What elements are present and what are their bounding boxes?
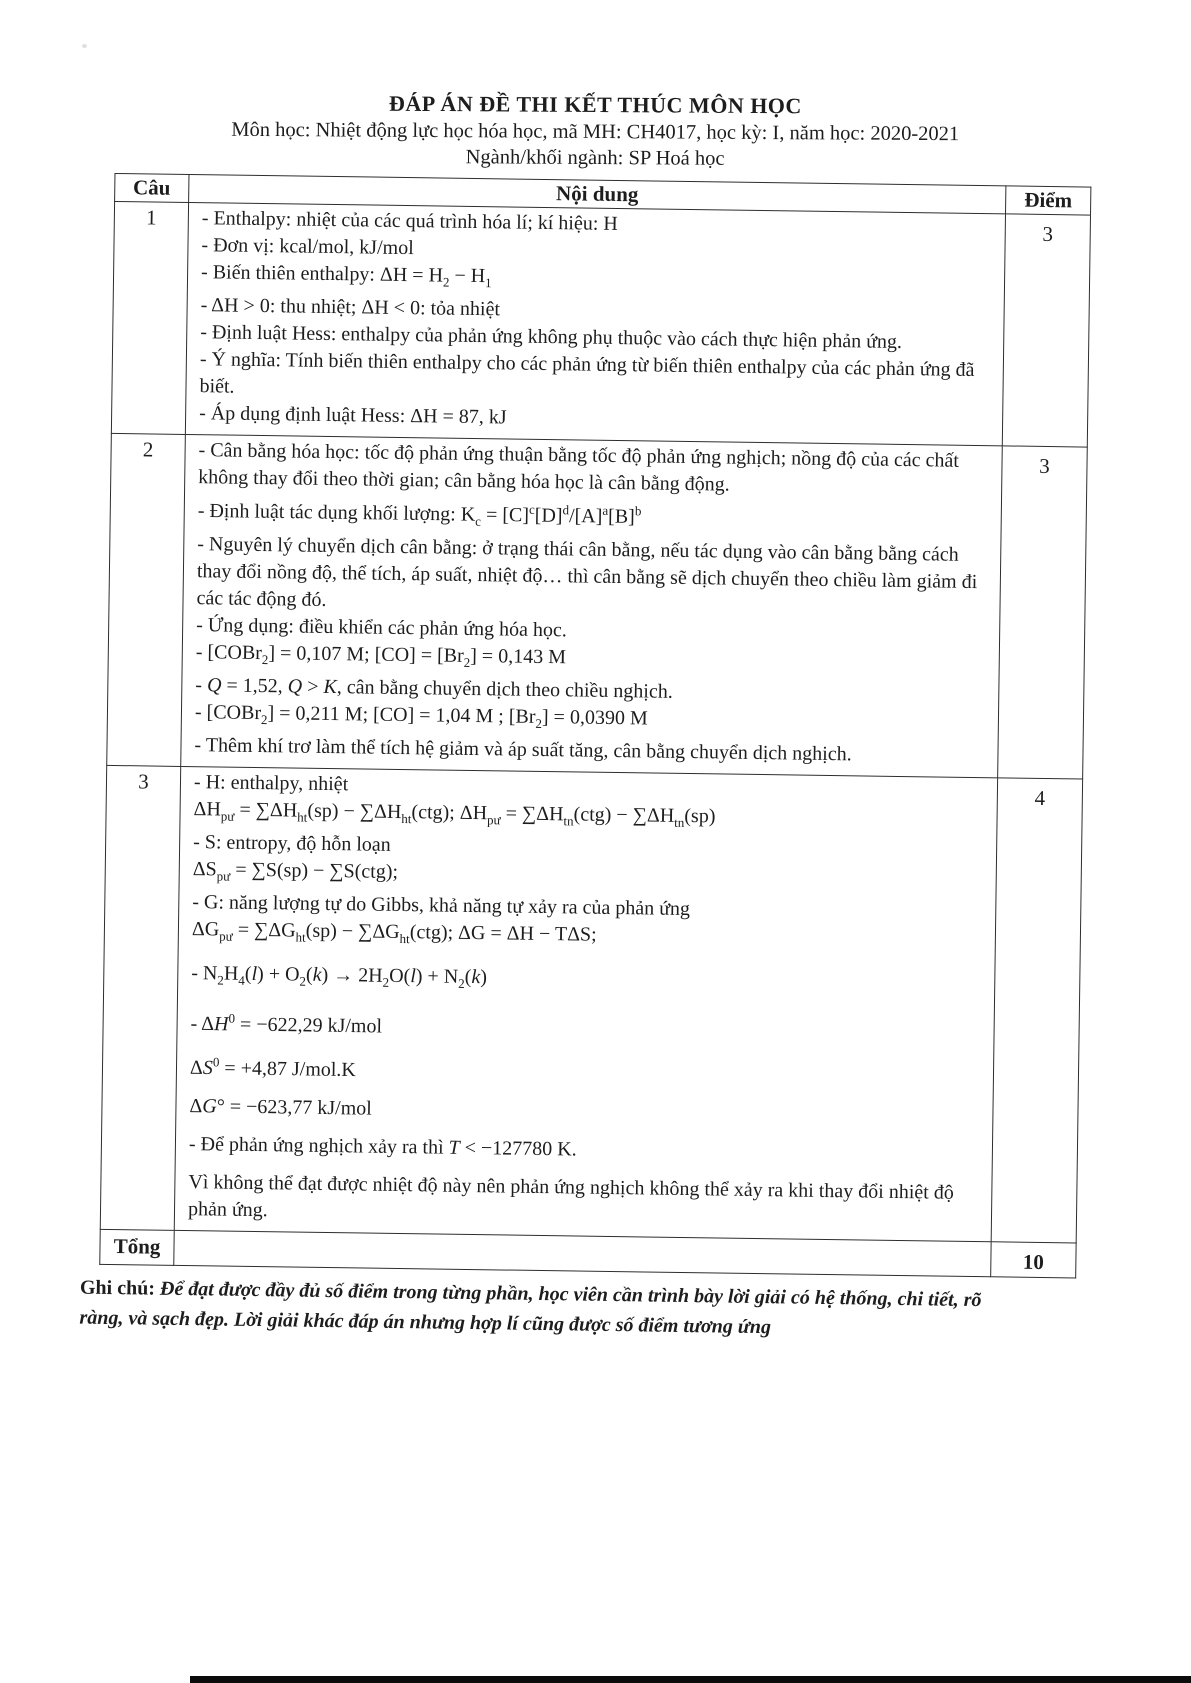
answer-line: - ΔH > 0: thu nhiệt; ΔH < 0: tỏa nhiệt [200, 294, 501, 321]
answer-line: - H: enthalpy, nhiệt [193, 770, 349, 795]
grading-note [79, 1273, 998, 1346]
answer-line: - S: entropy, độ hỗn loạn [193, 830, 391, 856]
answer-line: $\Delta S^0 = +4,87$ J/mol.K [189, 1054, 356, 1082]
question-number-cell: 3 [100, 765, 180, 1230]
scan-content [0, 88, 1191, 1339]
total-label-cell: Tổng [100, 1229, 174, 1265]
question-number-cell: 2 [107, 433, 186, 766]
answer-line: - G: năng lượng tự do Gibbs, khả năng tự xảy ra của phản ứng [192, 890, 691, 920]
answer-line: - Ý nghĩa: Tính biến thiên enthalpy cho các phản ứng từ biến thiên enthalpy của các phản ứng đã biết. [199, 348, 975, 398]
col-header-question: Câu [115, 173, 189, 202]
answer-line: - Cân bằng hóa học: tốc độ phản ứng thuận bằng tốc độ phản ứng nghịch; nồng độ của các chất không thay đổi theo thời gian; cân bằng hóa học là cân bằng động. [198, 439, 960, 496]
score-cell: 3 [1002, 214, 1090, 447]
course-info-line: Môn học: Nhiệt động lực học hóa học, mã MH: CH4017, học kỳ: I, năm học: 2020-2021 [231, 118, 960, 146]
scan-speck [82, 44, 87, 48]
col-header-content: Nội dung [189, 174, 1006, 213]
answer-line: - Để phản ứng nghịch xảy ra thì T < −127780 K. [188, 1133, 577, 1161]
answer-line: - Áp dụng định luật Hess: ΔH = 87, kJ [198, 402, 507, 429]
answer-row [100, 765, 1082, 1243]
answer-line: Vì không thể đạt được nhiệt độ này nên phản ứng nghịch không thể xảy ra khi thay đổi nhiệt độ phản ứng. [187, 1171, 954, 1222]
scanner-edge-artifact [190, 1676, 1191, 1683]
question-number-cell: 1 [111, 201, 188, 434]
answer-line: - Ứng dụng: điều khiển các phản ứng hóa học. [196, 613, 568, 641]
note-text: Để đạt được đầy đủ số điểm trong từng phần, học viên cần trình bày lời giải có hệ thống, chi tiết, rõ ràng, và sạch đẹp. Lời giải khác đáp án nhưng hợp lí cũng được số điểm tương ứng [79, 1277, 982, 1339]
answer-content-cell [185, 202, 1005, 445]
answer-line: - Đơn vị: kcal/mol, kJ/mol [201, 234, 414, 260]
major-info-line: Ngành/khối ngành: SP Hoá học [465, 146, 725, 170]
answer-line: ΔG° = −623,77 kJ/mol [189, 1095, 372, 1120]
answer-content-cell [181, 434, 1003, 777]
answer-line: - Định luật tác dụng khối lượng: $K_c = [C]^c[D]^d/[A]^a[B]^b$ [197, 499, 642, 529]
answer-line: - Biến thiên enthalpy: $\Delta H = H_2 - H_1$ [200, 261, 492, 291]
table-and-note-block [0, 171, 1190, 1347]
document-title: ĐÁP ÁN ĐỀ THI KẾT THÚC MÔN HỌC [388, 90, 802, 119]
answer-line: - $\Delta H^0 = -622,29$ kJ/mol [190, 1010, 383, 1038]
answer-line: - Thêm khí trơ làm thể tích hệ giảm và áp suất tăng, cân bằng chuyển dịch nghịch. [194, 733, 852, 765]
answer-content-cell [174, 766, 997, 1242]
answer-line: - Enthalpy: nhiệt của các quá trình hóa lí; kí hiệu: H [201, 207, 618, 235]
total-score-cell: 10 [991, 1242, 1076, 1278]
answer-line: - [COBr$_2$] = 0,211 M; [CO] = 1,04 M ; $[Br_2] = 0,0390$ M [194, 700, 648, 731]
answer-key-table [99, 173, 1091, 1279]
answer-line: - $N_2H_4(l) + O_2(k) \to 2H_2O(l) + N_2(k)$ [191, 961, 488, 991]
answer-line: - Q = 1,52, Q > K, cân bằng chuyển dịch theo chiều nghịch. [195, 673, 673, 703]
col-header-score: Điểm [1006, 186, 1091, 215]
answer-line: - Nguyên lý chuyển dịch cân bằng: ở trạng thái cân bằng, nếu tác dụng vào cân bằng bằng cách thay đổi nồng độ, thể tích, áp suất, nhiệt độ… thì cân bằng sẽ dịch chuyển theo chiều làm giảm đi các tác động đó. [196, 532, 978, 611]
note-label: Ghi chú: [79, 1276, 156, 1300]
score-cell: 4 [991, 777, 1082, 1242]
answer-line: - [COBr$_2$] = 0,107 M; $[CO] = [Br_2] = 0,143$ M [195, 640, 567, 670]
answer-line: $\Delta H_{pư} = \sum\Delta H_{ht}(sp) - \sum\Delta H_{ht}(ctg)$; $\Delta H_{pư} = \sum\Delta H_{tn}(ctg) - \sum\Delta H_{tn}(sp)$ [193, 797, 716, 830]
score-cell: 3 [998, 446, 1088, 779]
answer-row [111, 201, 1090, 447]
answer-line: - Định luật Hess: enthalpy của phản ứng không phụ thuộc vào cách thực hiện phản ứng. [200, 321, 903, 353]
answer-row [107, 433, 1088, 778]
answer-line: $\Delta G_{pư} = \sum\Delta G_{ht}(sp) - \sum\Delta G_{ht}(ctg)$; ΔG = ΔH − TΔS; [191, 917, 597, 946]
answer-line: $\Delta S_{pư} = \sum S(sp) - \sum S(ctg)$; [192, 857, 399, 884]
